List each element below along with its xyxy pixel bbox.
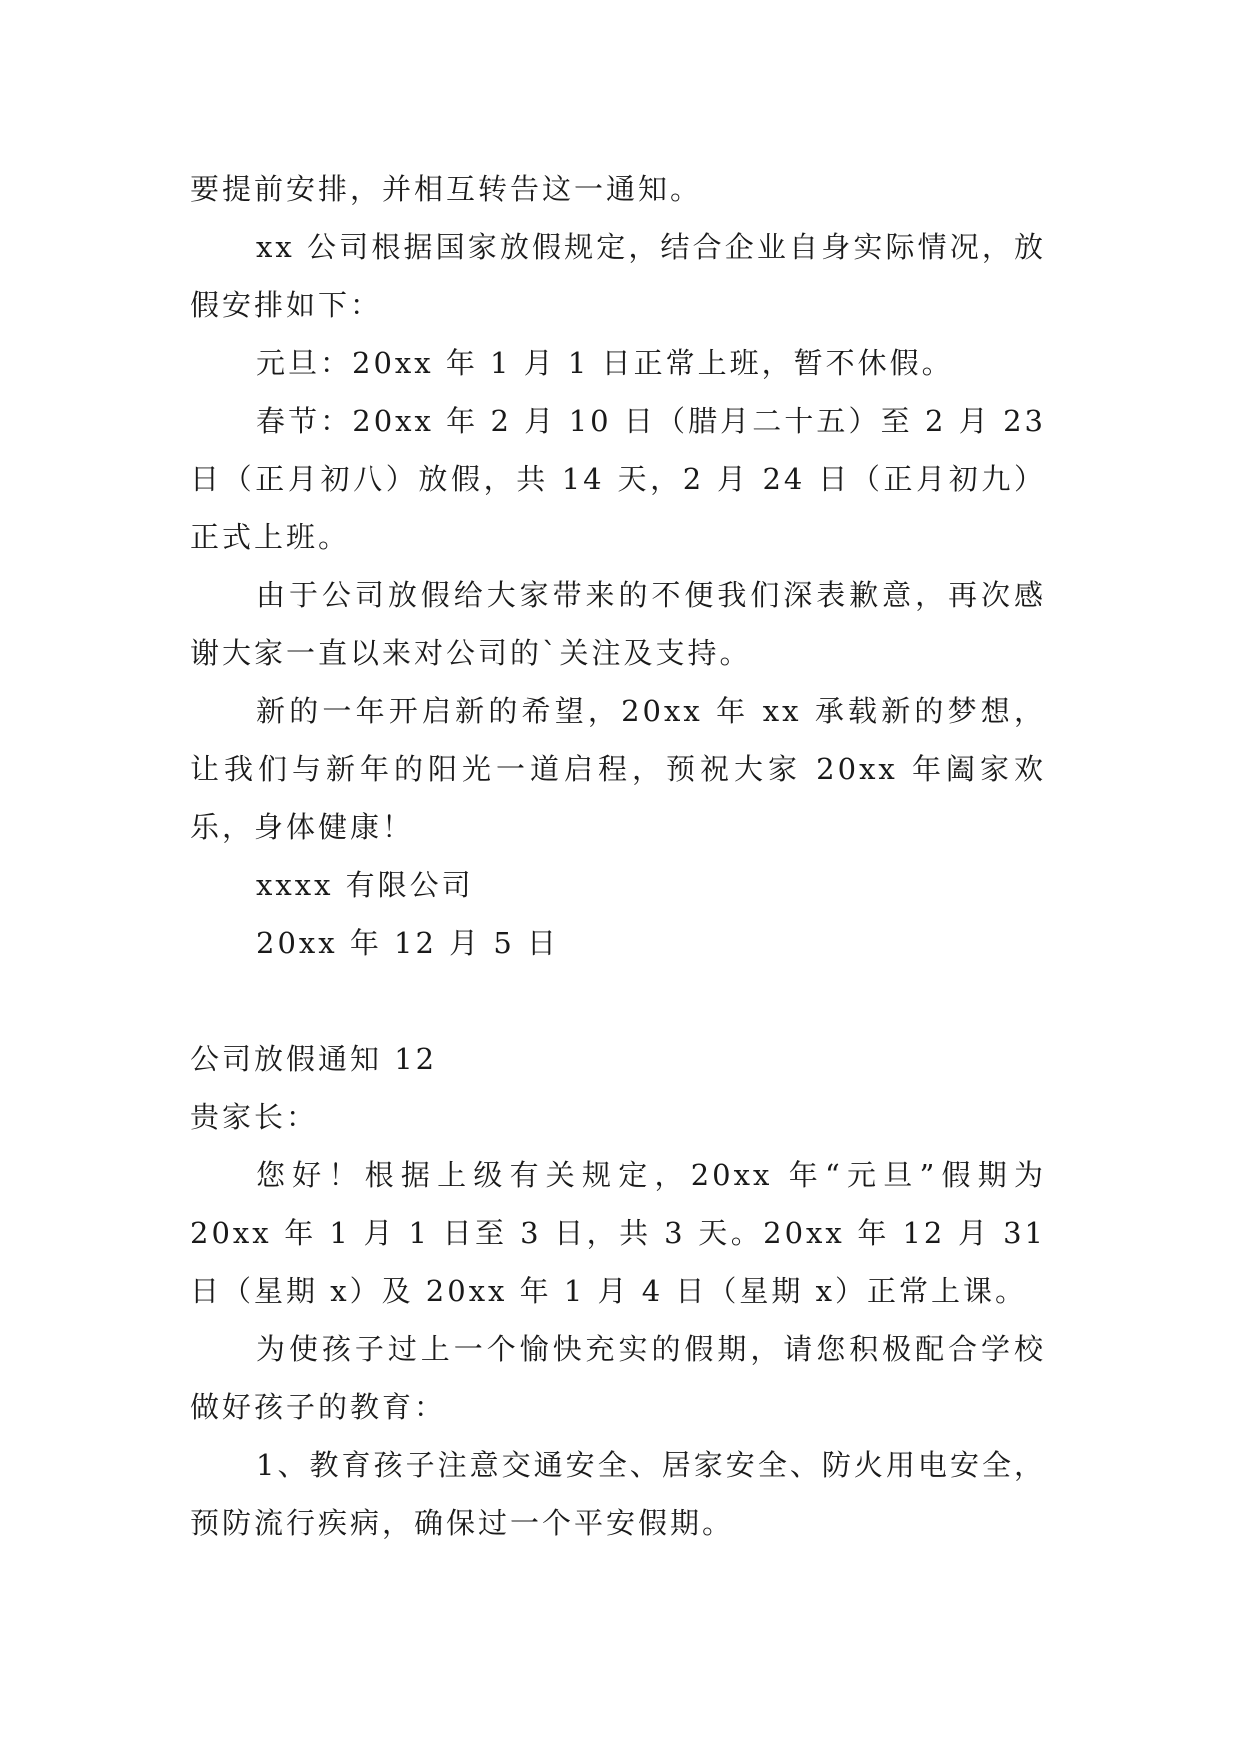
- paragraph-cooperation: 为使孩子过上一个愉快充实的假期，请您积极配合学校做好孩子的教育：: [190, 1332, 1046, 1424]
- signature-company: xxxx 有限公司: [256, 868, 474, 902]
- paragraph-safety: 1、教育孩子注意交通安全、居家安全、防火用电安全，预防流行疾病，确保过一个平安假期。: [190, 1448, 1046, 1540]
- section-title: 公司放假通知 12: [190, 1042, 438, 1076]
- paragraph-holiday-arrangement: xx 公司根据国家放假规定，结合企业自身实际情况，放假安排如下：: [190, 230, 1046, 322]
- salutation: 贵家长：: [190, 1100, 319, 1134]
- section-gap: [190, 972, 1046, 1030]
- paragraph-wishes: 新的一年开启新的希望，20xx 年 xx 承载新的梦想，让我们与新年的阳光一道启程，预祝大家 20xx 年阖家欢乐，身体健康！: [190, 694, 1046, 844]
- paragraph-new-year: 元旦：20xx 年 1 月 1 日正常上班，暂不休假。: [256, 346, 954, 380]
- paragraph-spring-festival: 春节：20xx 年 2 月 10 日（腊月二十五）至 2 月 23 日（正月初八）放假，共 14 天，2 月 24 日（正月初九）正式上班。: [190, 404, 1046, 554]
- paragraph-apology: 由于公司放假给大家带来的不便我们深表歉意，再次感谢大家一直以来对公司的`关注及支持。: [190, 578, 1046, 670]
- paragraph-continuation: 要提前安排，并相互转告这一通知。: [190, 172, 703, 206]
- document-body: [190, 160, 1046, 1552]
- paragraph-greeting: 您好！根据上级有关规定，20xx 年“元旦”假期为 20xx 年 1 月 1 日至 3 日，共 3 天。20xx 年 12 月 31 日（星期 x）及 20xx 年 1 月 4 日（星期 x）正常上课。: [190, 1158, 1046, 1308]
- signature-date: 20xx 年 12 月 5 日: [256, 926, 560, 960]
